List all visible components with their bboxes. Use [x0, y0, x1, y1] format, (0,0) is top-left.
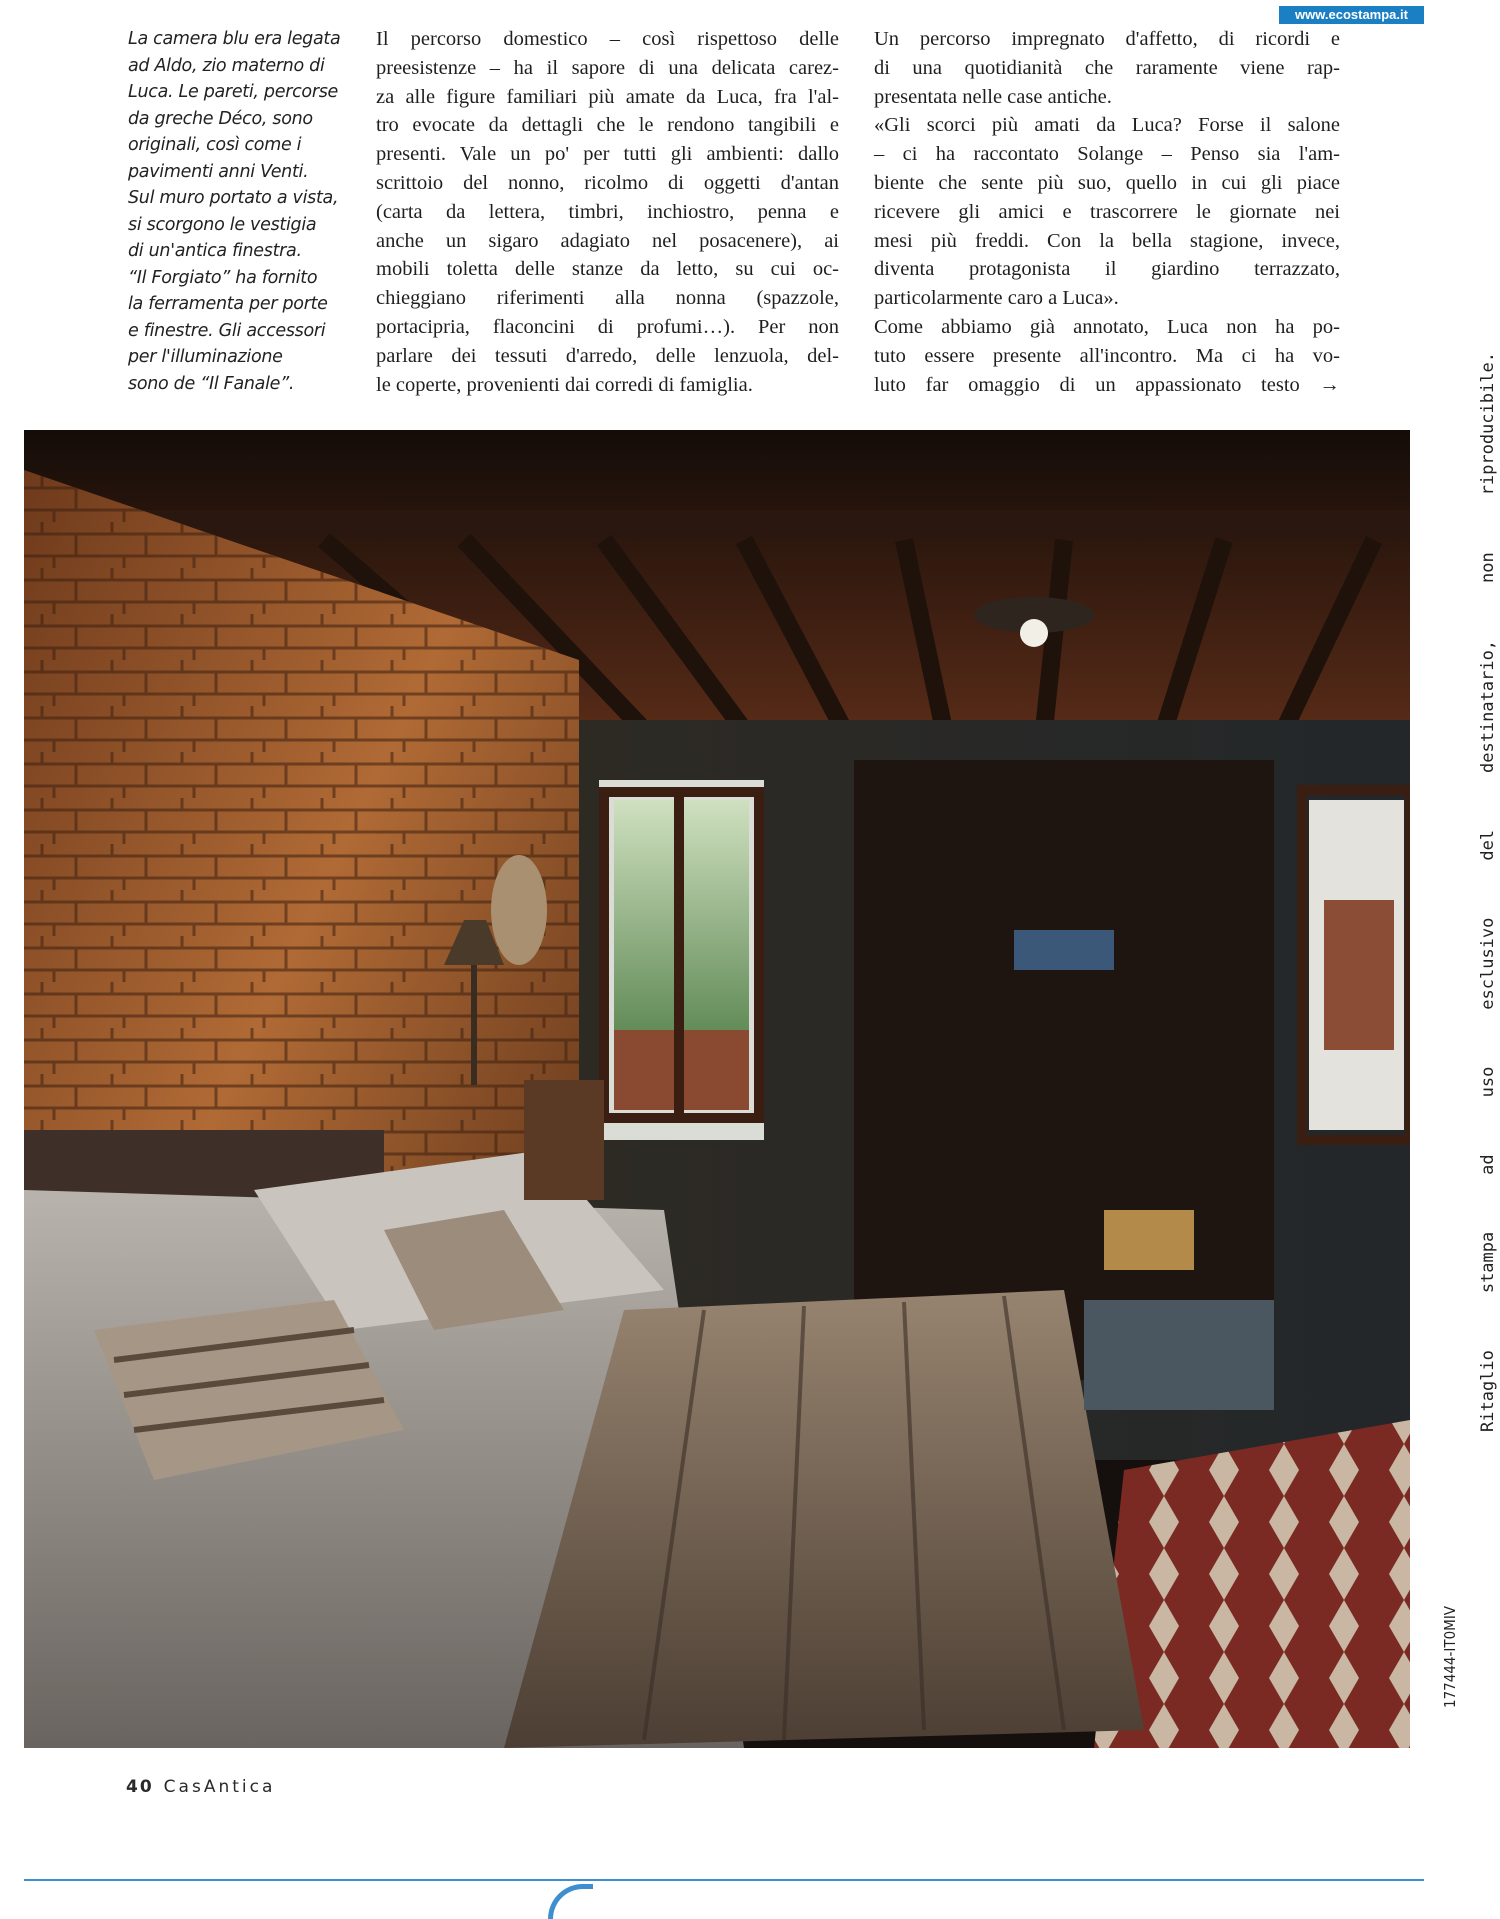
article-right-line: luto far omaggio di un appassionato testo → — [874, 373, 1340, 396]
caption-line: “Il Forgiato” ha fornito — [128, 267, 318, 288]
caption-line: da greche Déco, sono — [128, 108, 313, 129]
caption-line: Luca. Le pareti, percorse — [128, 82, 339, 102]
caption-line: di un'antica finestra. — [128, 241, 302, 261]
notice-word: Ritaglio — [1478, 1350, 1498, 1432]
article-right-line: Come abbiamo già annotato, Luca non ha po- — [874, 315, 1340, 338]
notice-word: esclusivo — [1478, 917, 1498, 1010]
article-left-line: preesistenze – ha il sapore di una delicata carez- — [376, 56, 839, 79]
bottom-rule — [24, 1879, 1424, 1881]
article-right-line: di una quotidianità che raramente viene rap- — [874, 56, 1340, 79]
caption-line: pavimenti anni Venti. — [128, 161, 309, 182]
article-left-line: chieggiano riferimenti alla nonna (spazzole, — [376, 287, 839, 310]
caption-line: ad Aldo, zio materno di — [128, 55, 325, 76]
caption-line: per l'illuminazione — [128, 347, 283, 367]
reproduction-notice — [1478, 352, 1498, 1432]
article-right-line: biente che sente più suo, quello in cui gli piace — [874, 171, 1340, 194]
magazine-name: CasAntica — [163, 1777, 276, 1797]
article-left-line: (carta da lettera, timbri, inchiostro, penna e — [376, 200, 839, 223]
article-left-line: le coperte, provenienti dai corredi di famiglia. — [376, 373, 753, 396]
ecostampa-logo-mark — [548, 1884, 593, 1919]
article-right-line: presentata nelle case antiche. — [874, 85, 1112, 108]
notice-word: riproducibile. — [1478, 352, 1498, 496]
article-right-line: – ci ha raccontato Solange – Penso sia l'am- — [874, 143, 1340, 166]
article-left-line: presenti. Vale un po' per tutti gli ambienti: dallo — [376, 143, 839, 166]
clipping-code: 177444-IT0MIV — [1441, 1605, 1459, 1708]
notice-word: del — [1478, 829, 1498, 861]
article-right-line: particolarmente caro a Luca». — [874, 287, 1119, 310]
article-left-line: za alle figure familiari più amate da Luca, fra l'al- — [376, 85, 839, 108]
article-left-line: mobili toletta delle stanze da letto, su cui oc- — [376, 258, 839, 281]
caption-line: la ferramenta per porte — [128, 294, 328, 314]
article-right-line: Un percorso impregnato d'affetto, di ricordi e — [874, 28, 1340, 50]
notice-word: destinatario, — [1478, 639, 1498, 774]
article-right-line: ricevere gli amici e trascorrere le giornate nei — [874, 200, 1340, 223]
caption-line: Sul muro portato a vista, — [128, 188, 339, 208]
article-left-line: Il percorso domestico – così rispettoso delle — [376, 28, 839, 50]
photo-caption — [128, 26, 368, 397]
website-badge[interactable]: www.ecostampa.it — [1279, 6, 1424, 24]
article-right-line: tuto essere presente all'incontro. Ma ci ha vo- — [874, 344, 1340, 367]
caption-line: si scorgono le vestigia — [128, 214, 317, 235]
article-right-line: diventa protagonista il giardino terrazzato, — [874, 258, 1340, 281]
notice-word: stampa — [1478, 1231, 1498, 1294]
page-footer — [126, 1777, 275, 1797]
notice-word: non — [1478, 552, 1498, 584]
article-left-line: scrittoio del nonno, ricolmo di oggetti d'antan — [376, 171, 839, 194]
notice-word: ad — [1478, 1154, 1498, 1175]
article-column-left — [376, 25, 839, 399]
caption-line: originali, così come i — [128, 135, 302, 155]
caption-line: La camera blu era legata — [128, 29, 341, 49]
article-left-line: parlare dei tessuti d'arredo, delle lenzuola, del- — [376, 344, 839, 367]
article-left-line: portacipria, flaconcini di profumi…). Per non — [376, 315, 839, 338]
article-left-line: tro evocate da dettagli che le rendono tangibili e — [376, 114, 839, 137]
article-left-line: anche un sigaro adagiato nel posacenere), ai — [376, 229, 839, 252]
article-column-right — [874, 25, 1340, 399]
bedroom-photo — [24, 430, 1410, 1748]
article-right-line: «Gli scorci più amati da Luca? Forse il salone — [874, 114, 1340, 137]
page-number: 40 — [126, 1777, 154, 1797]
caption-line: sono de “Il Fanale”. — [128, 373, 295, 394]
notice-word: uso — [1478, 1066, 1498, 1098]
caption-line: e finestre. Gli accessori — [128, 320, 326, 341]
article-right-line: mesi più freddi. Con la bella stagione, invece, — [874, 229, 1340, 252]
